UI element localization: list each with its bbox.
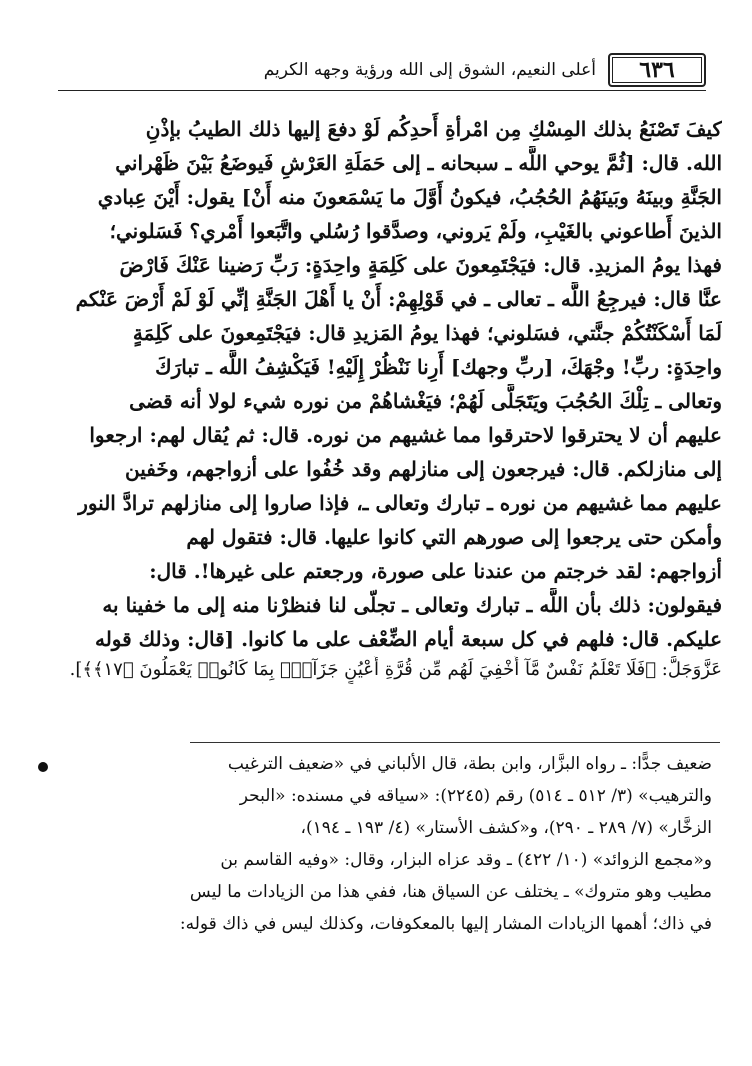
footnote-line: ضعيف جدًّا: ـ رواه البزَّار، وابن بطة، قال الألباني في «ضعيف الترغيب	[227, 754, 712, 774]
text-line: واحِدَةٍ: ربِّ! وجْهَكَ، [ربِّ وجهك] أَرِنا نَنْظُرْ إِلَيْهِ! فَيَكْشِفُ اللَّه ـ تبارَكَ	[155, 355, 722, 379]
running-title: أعلى النعيم، الشوق إلى الله ورؤية وجهه الكريم	[263, 60, 596, 80]
text-line: وأمكن حتى يرجعوا إلى صورهم التي كانوا عليها. قال: فتقول لهم	[186, 525, 722, 549]
text-line: عليكم. قال: فلهم في كل سبعة أيام الضِّعْف على ما كانوا. [قال: وذلك قوله	[94, 627, 722, 651]
footnote	[52, 748, 712, 940]
text-line: عليهم أن لا يحترقوا لاحترقوا مما غشيهم من نوره. قال: ثم يُقال لهم: ارجعوا	[89, 423, 722, 447]
footnote-separator	[190, 742, 720, 743]
text-line: الجَنَّةِ وبينَهُ وبَينَهُمُ الحُجُبُ، فيكونُ أَوَّلَ ما يَسْمَعونَ منه أَنْ] يقول: أَيْنَ عِبادي	[97, 185, 722, 209]
main-text	[52, 112, 722, 684]
text-line: كيفَ تَصْنَعُ بذلك المِسْكِ مِن امْرأةِ أَحدِكُم لَوْ دفعَ إليها ذلك الطيبُ بإذْنِ	[145, 117, 722, 141]
text-line: لَمَا أَسْكَنْتُكُمْ جنَّتي، فسَلوني؛ فهذا يومُ المَزيدِ قال: فيَجْتَمِعونَ على كَلِمَةٍ	[132, 321, 722, 345]
text-line: وتعالى ـ تِلْكَ الحُجُبَ ويَتَجَلَّى لَهُمْ؛ فيَغْشاهُمْ من نوره شيء لولا أنه قضى	[129, 389, 722, 413]
text-line: فهذا يومُ المزيدِ. قال: فيَجْتَمِعونَ على كَلِمَةٍ واحِدَةٍ: رَبِّ رَضينا عَنْكَ فَارْضَ	[119, 253, 722, 277]
footnote-line: في ذاك؛ أهمها الزيادات المشار إليها بالمعكوفات، وكذلك ليس في ذاك قوله:	[179, 914, 712, 934]
footnote-line: الزخَّار» (٧/ ٢٨٩ ـ ٢٩٠)، و«كشف الأستار» (٤/ ١٩٣ ـ ١٩٤)،	[300, 818, 712, 838]
text-line: عنَّا قال: فيرجِعُ اللَّه ـ تعالى ـ في قَوْلِهِمْ: أَنْ يا أَهْلَ الجَنَّةِ إنِّي لَوْ لَمْ أَرْضَ عَنْكم	[75, 287, 722, 311]
page-number: ٦٣٦	[608, 53, 706, 87]
quran-verse-line: عَزَّوَجَلَّ: ﴿فَلَا تَعْلَمُ نَفْسٌ مَّآ أُخْفِيَ لَهُم مِّن قُرَّةِ أَعْيُنٍ جَزَآءًۢ بِمَا كَانُوا۟ يَعْمَلُونَ ﴿١٧﴾﴾].	[69, 659, 722, 680]
footnote-line: والترهيب» (٣/ ٥١٢ ـ ٥١٤) رقم (٢٢٤٥): «سياقه في مسنده: «البحر	[239, 786, 712, 806]
footnote-line: و«مجمع الزوائد» (١٠/ ٤٢٢) ـ وقد عزاه البزار، وقال: «وفيه القاسم بن	[220, 850, 712, 870]
footnote-line: مطيب وهو متروك» ـ يختلف عن السياق هنا، ففي هذا من الزيادات ما ليس	[189, 882, 712, 902]
text-line: الذينَ أَطاعوني بالغَيْبِ، ولَمْ يَروني، وصدَّقوا رُسُلي واتَّبَعوا أَمْري؟ فَسَلوني؛	[109, 219, 722, 243]
text-line: إلى منازلكم. قال: فيرجعون إلى منازلهم وقد خُفُوا على أزواجهم، وخَفين	[124, 457, 722, 481]
text-line: الله. قال: [ثُمَّ يوحي اللَّه ـ سبحانه ـ إلى حَمَلَةِ العَرْشِ فَيوضَعُ بَيْنَ ظَهْراني	[115, 151, 722, 175]
text-line: أزواجهم: لقد خرجتم من عندنا على صورة، ورجعتم على غيرها!. قال:	[149, 559, 722, 583]
text-line: فيقولون: ذلك بأن اللَّه ـ تبارك وتعالى ـ تجلّى لنا فنظرْنا منه إلى ما خفينا به	[102, 593, 722, 617]
footnote-marker-icon	[38, 762, 48, 772]
page-header	[58, 50, 706, 91]
text-line: عليهم مما غشيهم من نوره ـ تبارك وتعالى ـ، فإذا صاروا إلى منازلهم ترادَّ النور	[78, 491, 722, 515]
